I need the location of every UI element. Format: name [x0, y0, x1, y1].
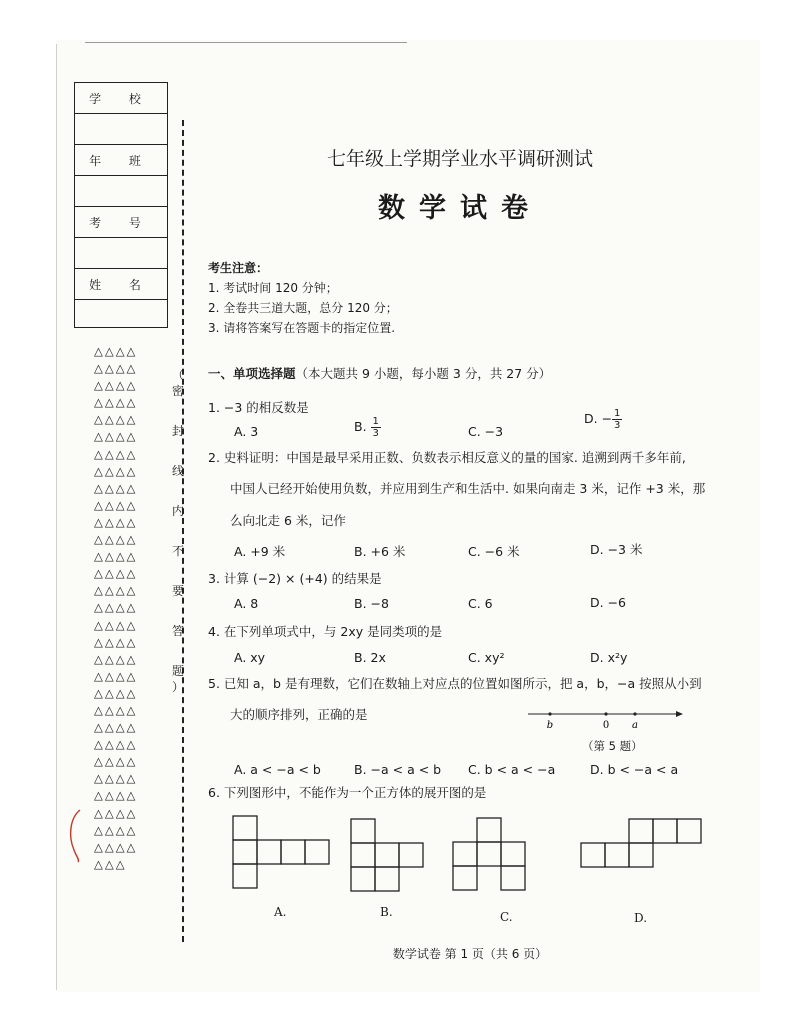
question-2-line: 么向北走 6 米，记作 [230, 513, 346, 528]
student-info-box [74, 82, 168, 328]
school-field[interactable] [75, 114, 167, 145]
question-1-option-d[interactable] [584, 408, 622, 431]
figure-caption: （第 5 题） [582, 739, 643, 753]
question-3-option-c[interactable]: C. 6 [468, 596, 493, 611]
net-label-b: B. [380, 905, 393, 919]
seal-notice [168, 368, 188, 696]
triangle-pattern: △△△△ △△△△ △△△△ △△△△ △△△△ △△△△ △△△△ △△△△ △△△△ △△△△ △△△△ △△△△ △△△△ △△△△ △△△△ △△△△ △△△△ △△△△ △△△△ △△△△ △△△△ △△△△ △△△△ △△△△ △△△△ △△△△ △△△△ △△△△ △△△△ △△△△ △△△ [94, 344, 138, 871]
notice-item: 3. 请将答案写在答题卡的指定位置. [208, 321, 396, 335]
seal-char: 答 [171, 624, 184, 638]
question-5-option-d[interactable]: D. b < −a < a [590, 762, 679, 777]
question-2-option-b[interactable]: B. +6 米 [354, 544, 406, 559]
question-5-option-a[interactable]: A. a < −a < b [234, 762, 321, 777]
question-5-option-b[interactable]: B. −a < a < b [354, 762, 442, 777]
cube-net-c[interactable] [452, 817, 526, 891]
cube-net-b[interactable] [350, 818, 424, 892]
question-3-stem: 3. 计算 (−2) × (+4) 的结果是 [208, 571, 382, 586]
candidate-notice [208, 258, 398, 338]
seal-close-paren: ） [171, 680, 184, 694]
question-4-stem: 4. 在下列单项式中，与 2xy 是同类项的是 [208, 624, 443, 639]
seal-char: 内 [171, 504, 184, 518]
question-4-option-b[interactable]: B. 2x [354, 650, 386, 665]
question-4-option-d[interactable]: D. x²y [590, 650, 628, 665]
notice-heading: 考生注意： [208, 261, 269, 275]
option-label: B. [354, 419, 367, 434]
option-label: D. − [584, 411, 613, 426]
cube-net-a[interactable] [232, 815, 330, 889]
notice-item: 1. 考试时间 120 分钟； [208, 281, 338, 295]
question-4-option-c[interactable]: C. xy² [468, 650, 505, 665]
net-label-c: C. [500, 910, 513, 924]
school-label: 学 校 [75, 83, 167, 114]
name-label: 姓 名 [75, 269, 167, 300]
cube-net-d[interactable] [580, 818, 702, 868]
axis-label-a: a [632, 720, 638, 731]
seal-char: 封 [171, 424, 184, 438]
question-3-option-a[interactable]: A. 8 [234, 596, 259, 611]
seal-char: 不 [171, 544, 184, 558]
numerator: 1 [372, 416, 379, 427]
question-1-option-c[interactable]: C. −3 [468, 424, 504, 439]
question-5-line: 大的顺序排列，正确的是 [230, 707, 368, 722]
paper-edge [56, 44, 57, 990]
name-field[interactable] [75, 300, 167, 330]
question-1-option-b[interactable] [354, 416, 381, 439]
exam-subtitle: 七年级上学期学业水平调研测试 [326, 148, 593, 170]
exam-number-label: 考 号 [75, 207, 167, 238]
question-2-option-d[interactable]: D. −3 米 [590, 542, 643, 557]
section-title: 一、单项选择题 [208, 366, 296, 381]
section-heading [208, 364, 551, 382]
question-2-option-c[interactable]: C. −6 米 [468, 544, 520, 559]
fraction [371, 416, 381, 439]
section-note: （本大题共 9 小题，每小题 3 分，共 27 分） [295, 366, 552, 381]
question-6-stem: 6. 下列图形中，不能作为一个正方体的展开图的是 [208, 785, 487, 800]
seal-open-paren: （ [171, 368, 184, 382]
axis-label-zero: 0 [602, 720, 610, 731]
question-2-line: 2. 史料证明：中国是最早采用正数、负数表示相反意义的量的国家. 追溯到两千多年前, [208, 450, 686, 465]
question-3-option-b[interactable]: B. −8 [354, 596, 389, 611]
question-2-line: 中国人已经开始使用负数，并应用到生产和生活中. 如果向南走 3 米，记作 +3 米，那 [230, 481, 706, 496]
axis-label-b: b [546, 720, 554, 731]
question-4-option-a[interactable]: A. xy [234, 650, 266, 665]
exam-number-field[interactable] [75, 238, 167, 269]
question-2-option-a[interactable]: A. +9 米 [234, 544, 286, 559]
class-field[interactable] [75, 176, 167, 207]
net-label-d: D. [634, 911, 648, 925]
numerator: 1 [614, 408, 621, 419]
question-5-option-c[interactable]: C. b < a < −a [468, 762, 556, 777]
fraction [612, 408, 622, 431]
denominator: 3 [372, 428, 379, 439]
seal-char: 密 [171, 384, 184, 398]
net-label-a: A. [274, 905, 287, 919]
question-5-line: 5. 已知 a，b 是有理数，它们在数轴上对应点的位置如图所示，把 a，b，−a 按照从小到 [208, 676, 702, 691]
seal-char: 线 [171, 464, 184, 478]
question-1-stem: 1. −3 的相反数是 [208, 400, 309, 415]
denominator: 3 [614, 420, 621, 431]
exam-title: 数学试卷 [378, 193, 542, 224]
question-3-option-d[interactable]: D. −6 [590, 595, 626, 610]
notice-item: 2. 全卷共三道大题，总分 120 分； [208, 301, 398, 315]
number-line-figure [528, 708, 684, 734]
top-rule [85, 42, 407, 43]
pen-mark-icon [66, 806, 86, 866]
seal-char: 题 [171, 664, 184, 678]
seal-char: 要 [171, 584, 184, 598]
class-label: 年 班 [75, 145, 167, 176]
question-1-option-a[interactable]: A. 3 [234, 424, 259, 439]
page-footer: 数学试卷 第 1 页（共 6 页） [392, 947, 548, 961]
